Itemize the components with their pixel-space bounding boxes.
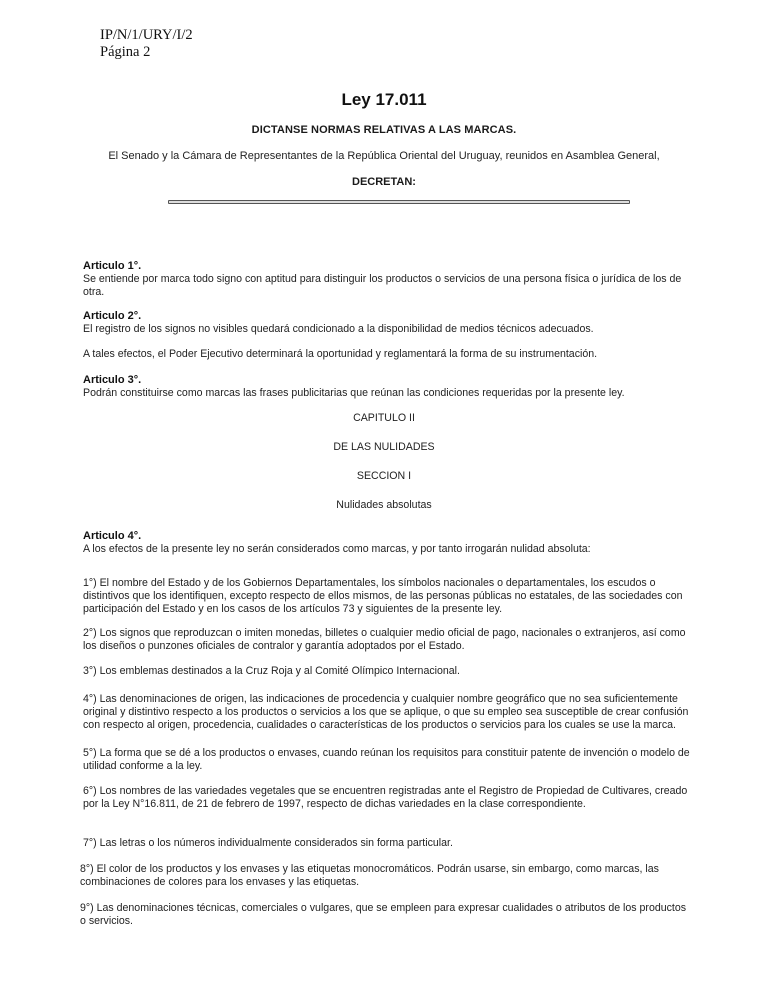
law-subtitle: DICTANSE NORMAS RELATIVAS A LAS MARCAS. [251,124,517,136]
section-name: Nulidades absolutas [336,499,432,511]
law-title: Ley 17.011 [341,90,427,109]
article-heading: Articulo 3°. [83,374,142,386]
list-item-3: 3°) Los emblemas destinados a la Cruz Roja y al Comité Olímpico Internacional. [83,665,460,677]
decree-heading: DECRETAN: [352,176,416,188]
article-text: El registro de los signos no visibles quedará condicionado a la disponibilidad de medios técnicos adecuados. [83,323,594,335]
list-item-2: 2°) Los signos que reproduzcan o imiten monedas, billetes o cualquier medio oficial de pago, nacionales o extranjeros, así como los diseños o punzones oficiales de contralor y garantía adoptados por el Estado. [83,627,686,652]
page-number: Página 2 [100,44,151,60]
article-4 [83,530,693,556]
law-intro: El Senado y la Cámara de Representantes de la República Oriental del Uruguay, reunidos en Asamblea General, [108,150,660,162]
list-item-1: 1°) El nombre del Estado y de los Gobiernos Departamentales, los símbolos nacionales o departamentales, los escudos o distintivos que los identifiquen, excepto respecto de ellos mismos, de las personas públicas no estatales, de las sociedades con participación del Estado y en los casos de los artículos 73 y siguientes de la presente ley. [83,577,683,615]
article-1 [83,260,693,299]
list-item-9: 9°) Las denominaciones técnicas, comerciales o vulgares, que se empleen para expresar cualidades o atributos de los productos o servicios. [80,902,687,927]
list-item-4: 4°) Las denominaciones de origen, las indicaciones de procedencia y cualquier nombre geográfico que no sea suficientemente original y distintivo respecto a los productos o servicios a los que se aplique, o que su empleo sea susceptible de crear confusión con respecto al origen, procedencia, cualidades o características de los productos o servicios para los cuales se use la marca. [83,693,689,731]
list-item-5: 5°) La forma que se dé a los productos o envases, cuando reúnan los requisitos para constituir patente de invención o modelo de utilidad conforme a la ley. [83,747,690,772]
list-item-8: 8°) El color de los productos y los envases y las etiquetas monocromáticos. Podrán usarse, sin embargo, como marcas, las combinaciones de colores para los envases y las etiquetas. [80,863,659,888]
document-code: IP/N/1/URY/I/2 [100,27,193,43]
article-3 [83,374,693,400]
page-header [100,27,193,61]
list-item-7: 7°) Las letras o los números individualmente considerados sin forma particular. [83,837,453,849]
article-2 [83,310,693,336]
list-item-6: 6°) Los nombres de las variedades vegetales que se encuentren registradas ante el Registro de Propiedad de Cultivares, creado por la Ley N°16.811, de 21 de febrero de 1997, respecto de dichas variedades en la clase correspondiente. [83,785,688,810]
article-heading: Articulo 1°. [83,260,142,272]
article-heading: Articulo 4°. [83,530,142,542]
article-text: Podrán constituirse como marcas las frases publicitarias que reúnan las condiciones requeridas por la presente ley. [83,387,625,399]
article-intro: A los efectos de la presente ley no serán considerados como marcas, y por tanto irrogarán nulidad absoluta: [83,543,591,555]
section-label: SECCION I [356,470,412,482]
separator-line [168,200,630,204]
article-2-paragraph-2: A tales efectos, el Poder Ejecutivo determinará la oportunidad y reglamentará la forma de su instrumentación. [83,348,598,360]
chapter-label: CAPITULO II [353,412,415,424]
chapter-name: DE LAS NULIDADES [333,441,435,453]
article-text: Se entiende por marca todo signo con aptitud para distinguir los productos o servicios de una persona física o jurídica de los de otra. [83,273,682,298]
article-heading: Articulo 2°. [83,310,142,322]
